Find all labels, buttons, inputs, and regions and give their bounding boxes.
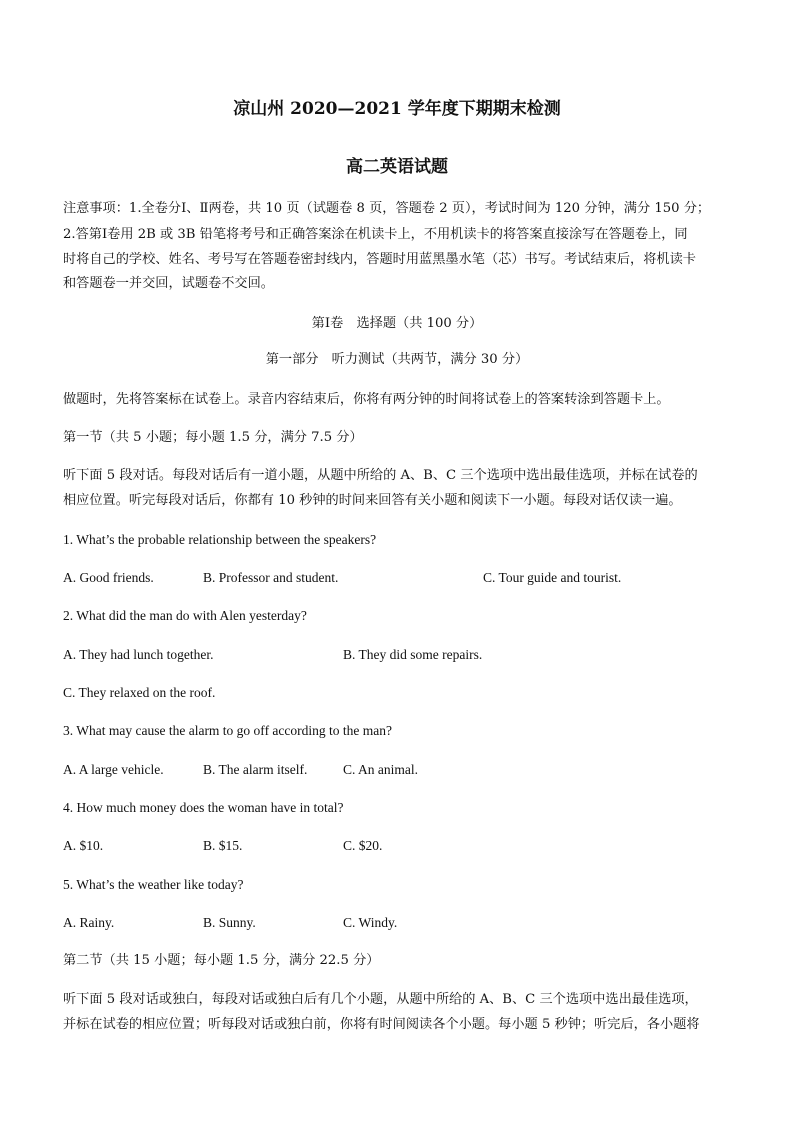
notice-line-3: 时将自己的学校、姓名、考号写在答题卷密封线内，答题时用蓝黑墨水笔（芯）书写。考试结束后，将机读卡 — [63, 252, 696, 267]
question-5-option-a: A. Rainy. — [63, 915, 115, 930]
part1-heading: 第一部分 听力测试（共两节，满分 30 分） — [265, 352, 529, 367]
section2-heading: 第二节（共 15 小题；每小题 1.5 分，满分 22.5 分） — [63, 953, 380, 968]
question-3-option-c: C. An animal. — [343, 762, 418, 777]
volume1-heading: 第Ⅰ卷 选择题（共 100 分） — [311, 316, 483, 331]
question-5-option-c: C. Windy. — [343, 915, 398, 930]
question-1-option-c: C. Tour guide and tourist. — [483, 570, 622, 585]
section1-instruction-line-2: 相应位置。听完每段对话后，你都有 10 秒钟的时间来回答有关小题和阅读下一小题。每段对话仅读一遍。 — [63, 493, 682, 508]
question-4-stem: 4. How much money does the woman have in total? — [63, 800, 344, 815]
exam-subtitle: 高二英语试题 — [346, 157, 448, 177]
part1-instruction: 做题时，先将答案标在试卷上。录音内容结束后，你将有两分钟的时间将试卷上的答案转涂到答题卡上。 — [63, 392, 670, 407]
section2-instruction-line-1: 听下面 5 段对话或独白，每段对话或独白后有几个小题，从题中所给的 A、B、C 三个选项中选出最佳选项， — [63, 992, 698, 1007]
section1-instruction-line-1: 听下面 5 段对话。每段对话后有一道小题，从题中所给的 A、B、C 三个选项中选出最佳选项，并标在试卷的 — [63, 468, 698, 483]
question-3-option-a: A. A large vehicle. — [63, 762, 164, 777]
question-1-option-b: B. Professor and student. — [203, 570, 339, 585]
question-4-option-c: C. $20. — [343, 838, 383, 853]
section2-instruction-line-2: 并标在试卷的相应位置；听每段对话或独白前，你将有时间阅读各个小题。每小题 5 秒钟；听完后，各小题将 — [63, 1017, 700, 1032]
question-3-stem: 3. What may cause the alarm to go off according to the man? — [63, 723, 393, 738]
question-5-stem: 5. What’s the weather like today? — [63, 877, 244, 892]
notice-line-1: 注意事项：1.全卷分Ⅰ、Ⅱ两卷，共 10 页（试题卷 8 页，答题卷 2 页），考试时间为 120 分钟，满分 150 分； — [63, 201, 711, 216]
question-1-option-a: A. Good friends. — [63, 570, 154, 585]
question-4-option-a: A. $10. — [63, 838, 104, 853]
question-4-option-b: B. $15. — [203, 838, 243, 853]
notice-line-2: 2.答第Ⅰ卷用 2B 或 3B 铅笔将考号和正确答案涂在机读卡上，不用机读卡的将答案直接涂写在答题卷上，同 — [63, 227, 688, 242]
exam-title: 凉山州 2020—2021 学年度下期期末检测 — [233, 99, 561, 119]
question-2-stem: 2. What did the man do with Alen yesterday? — [63, 608, 307, 623]
question-3-option-b: B. The alarm itself. — [203, 762, 308, 777]
question-2-option-a: A. They had lunch together. — [63, 647, 214, 662]
section1-heading: 第一节（共 5 小题；每小题 1.5 分，满分 7.5 分） — [63, 430, 363, 445]
question-2-option-b: B. They did some repairs. — [343, 647, 483, 662]
notice-line-4: 和答题卷一并交回，试题卷不交回。 — [63, 276, 274, 291]
question-2-option-c: C. They relaxed on the roof. — [63, 685, 216, 700]
question-1-stem: 1. What’s the probable relationship between the speakers? — [63, 532, 377, 547]
question-5-option-b: B. Sunny. — [203, 915, 256, 930]
